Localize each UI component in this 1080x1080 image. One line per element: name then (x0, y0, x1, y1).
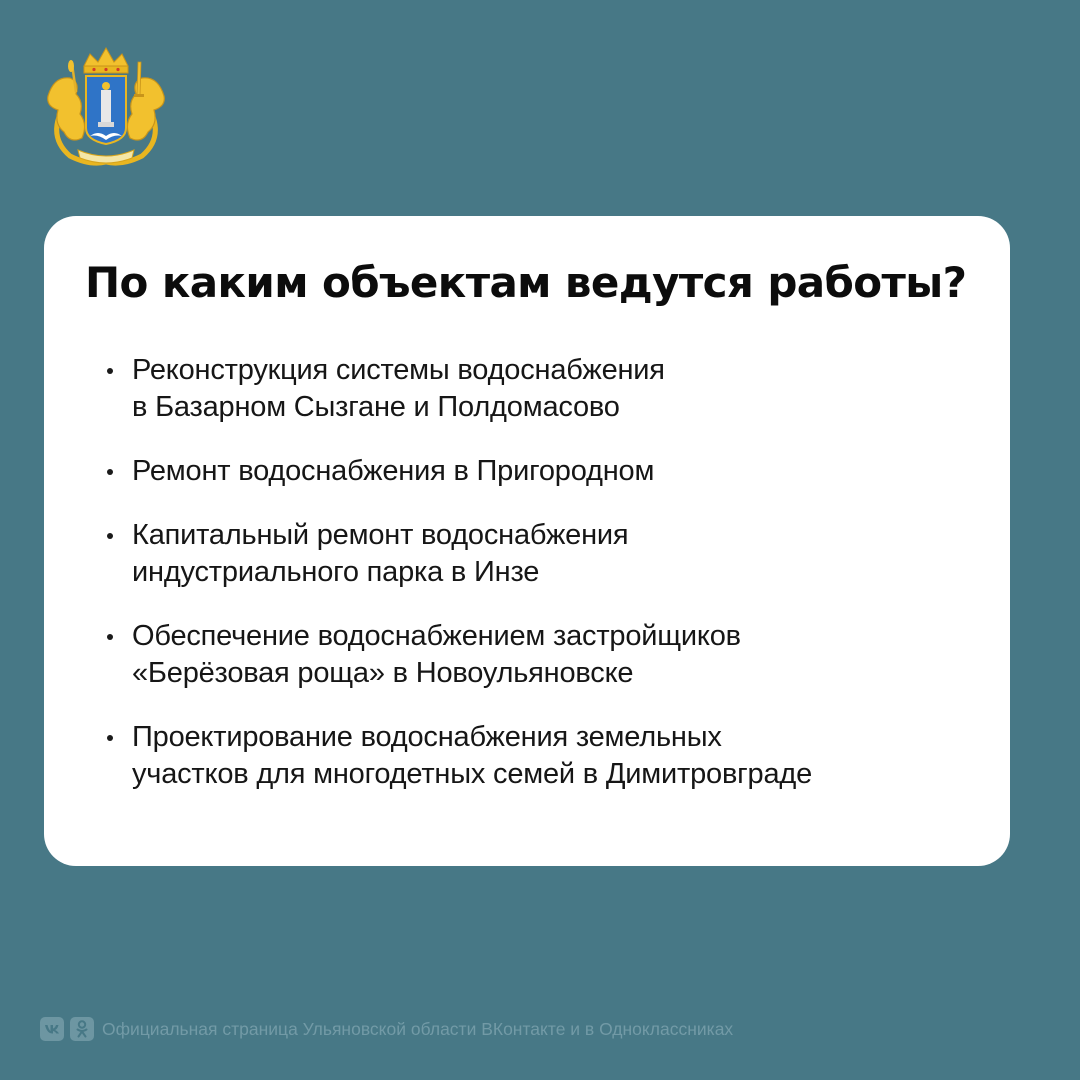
info-card (44, 216, 1010, 866)
vk-icon[interactable] (40, 1017, 64, 1041)
bullet-icon (107, 368, 113, 374)
list-item-line: Капитальный ремонт водоснабжения (132, 519, 629, 551)
list-item-line: Ремонт водоснабжения в Пригородном (132, 455, 655, 487)
bullet-icon (107, 469, 113, 475)
list-item-line: индустриального парка в Инзе (132, 556, 540, 588)
works-list (100, 352, 812, 820)
bullet-icon (107, 735, 113, 741)
list-item (100, 352, 812, 426)
card-title: По каким объектам ведутся работы? (85, 258, 967, 307)
list-item (100, 453, 812, 490)
list-item-line: Реконструкция системы водоснабжения (132, 354, 665, 386)
footer (40, 1017, 733, 1041)
list-item-line: в Базарном Сызгане и Полдомасово (132, 391, 620, 423)
bullet-icon (107, 533, 113, 539)
list-item (100, 618, 812, 692)
list-item-line: участков для многодетных семей в Димитровграде (132, 758, 813, 790)
odnoklassniki-icon[interactable] (70, 1017, 94, 1041)
footer-text: Официальная страница Ульяновской области ВКонтакте и в Одноклассниках (102, 1018, 734, 1039)
bullet-icon (107, 634, 113, 640)
list-item-line: Проектирование водоснабжения земельных (132, 721, 722, 753)
list-item-line: Обеспечение водоснабжением застройщиков (132, 620, 741, 652)
list-item (100, 719, 812, 793)
coat-of-arms-emblem (40, 44, 172, 170)
list-item (100, 517, 812, 591)
list-item-line: «Берёзовая роща» в Новоульяновске (132, 657, 634, 689)
